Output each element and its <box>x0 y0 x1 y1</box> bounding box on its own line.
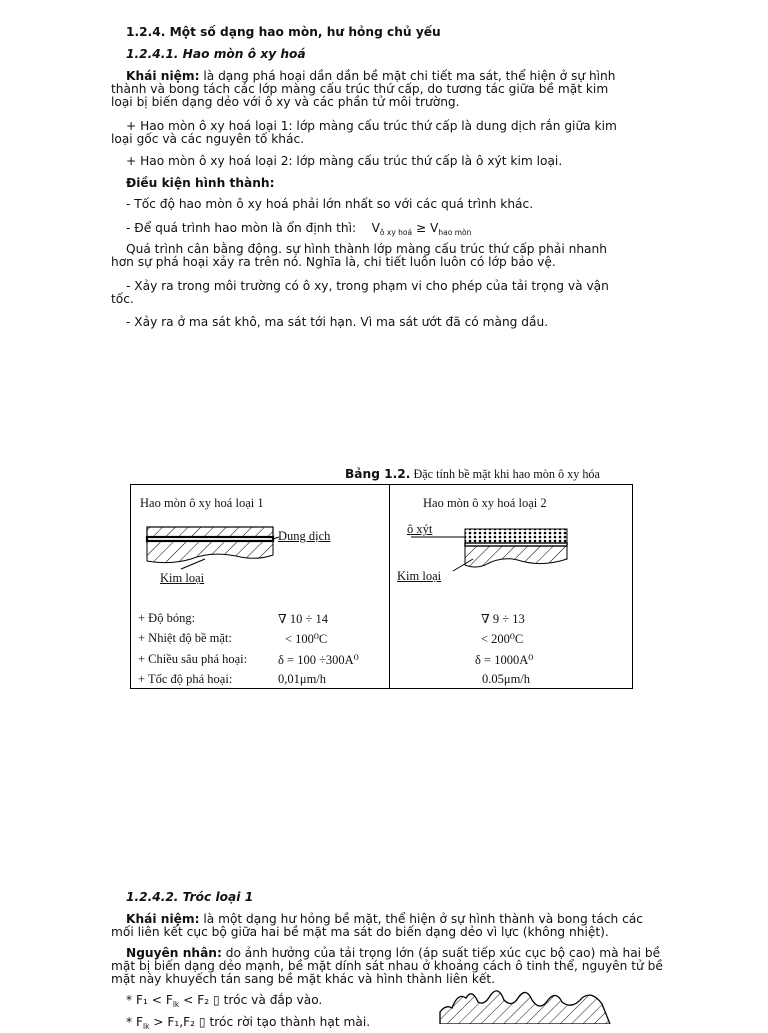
oxidation-type1-diagram <box>141 523 281 575</box>
friction-line: - Xảy ra ở ma sát khô, ma sát tới hạn. Vì ma sát ướt đã có màng dầu. <box>126 315 549 329</box>
row-value-gloss-2: ∇ 9 ÷ 13 <box>481 612 525 626</box>
table-caption: Bảng 1.2. Đặc tính bề mặt khi hao mòn ô xy hóa <box>345 467 600 481</box>
row-value-rate-2: 0.05μm/h <box>482 672 531 686</box>
row-value-depth-1: δ = 100 ÷300A⁰ <box>278 653 359 667</box>
row-label-rate: + Tốc độ phá hoại: <box>138 672 233 686</box>
label-solution: Dung dịch <box>278 529 331 543</box>
spalling-bullet-1: * $F_1 < F_{lk} < F_2$ ▯ tróc và đắp vào. <box>126 993 323 1009</box>
properties-table <box>130 484 633 689</box>
row-label-temperature: + Nhiệt độ bề mặt: <box>138 631 232 645</box>
label-oxide: ô xýt <box>407 522 433 536</box>
oxidation-type2: + Hao mòn ô xy hoá loại 2: lớp màng cấu trúc thứ cấp là ô xýt kim loại. <box>126 154 563 168</box>
row-label-depth: + Chiều sâu phá hoại: <box>138 652 248 666</box>
row-label-gloss: + Độ bóng: <box>138 611 196 625</box>
row-value-temperature-2: < 200⁰C <box>481 632 524 646</box>
col2-title: Hao mòn ô xy hoá loại 2 <box>423 496 547 510</box>
concept-label: Khái niệm: <box>126 69 200 83</box>
subsection-title-spalling: 1.2.4.2. Tróc loại 1 <box>126 890 254 904</box>
subsection-title-oxidation: 1.2.4.1. Hao mòn ô xy hoá <box>126 47 306 61</box>
condition-speed: - Tốc độ hao mòn ô xy hoá phải lớn nhất so với các quá trình khác. <box>126 197 534 211</box>
conditions-label: Điều kiện hình thành: <box>126 176 275 190</box>
surface-profile-sketch <box>432 982 622 1024</box>
row-value-gloss-1: ∇ 10 ÷ 14 <box>278 612 328 626</box>
row-value-depth-2: δ = 1000A⁰ <box>475 653 534 667</box>
condition-stable: - Để quá trình hao mòn là ổn định thì: $V_{ô xy hoá} \ge V_{hao mòn}$ <box>126 221 472 237</box>
label-metal-2: Kim loại <box>397 569 442 583</box>
col1-title: Hao mòn ô xy hoá loại 1 <box>140 496 264 510</box>
section-heading: 1.2.4. Một số dạng hao mòn, hư hỏng chủ yếu <box>126 25 441 39</box>
label-metal-1: Kim loại <box>160 571 205 585</box>
row-value-temperature-1: < 100⁰C <box>285 632 328 646</box>
row-value-rate-1: 0,01μm/h <box>278 672 327 686</box>
column-divider <box>389 485 390 688</box>
spalling-bullet-2: * $F_{lk} > F_1,F_2$ ▯ tróc rời tạo thành hạt mài. <box>126 1015 371 1031</box>
